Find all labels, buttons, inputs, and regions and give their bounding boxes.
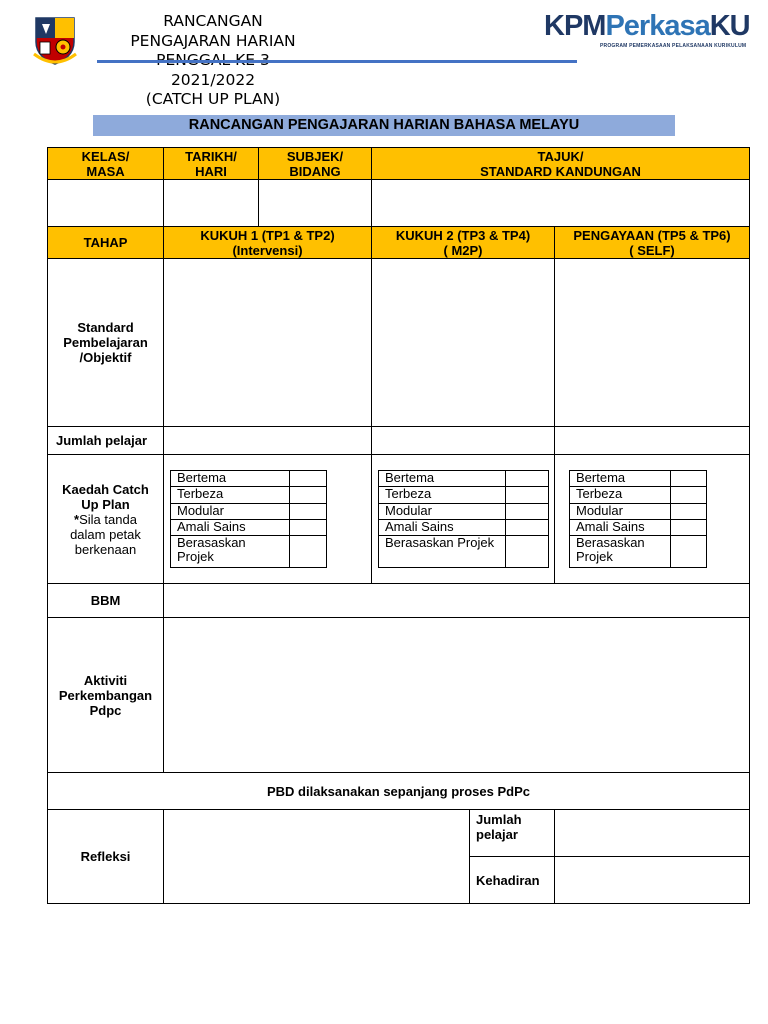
title-line-1: RANCANGAN xyxy=(163,12,263,30)
title-underline xyxy=(97,60,577,63)
kpm-perkasaku-logo: KPMPerkasaKU PROGRAM PEMERKASAAN PELAKSANAAN KURIKULUM xyxy=(544,10,750,49)
kaedah-kukuh2 xyxy=(372,455,555,584)
kelas-masa-field[interactable] xyxy=(48,180,164,227)
lesson-plan-table xyxy=(47,147,750,904)
refleksi-field[interactable] xyxy=(164,810,470,904)
kaedah-pengayaan xyxy=(555,455,750,584)
checkbox-terbeza[interactable] xyxy=(290,487,327,504)
kaedah-checklist-kukuh1: Bertema Terbeza Modular Amali Sains Berasaskan Projek xyxy=(170,470,327,568)
checkbox-amali-sains[interactable] xyxy=(506,520,549,536)
checkbox-modular[interactable] xyxy=(290,504,327,520)
refleksi-jumlah-pelajar-field[interactable] xyxy=(555,810,750,857)
checkbox-bertema[interactable] xyxy=(671,471,707,487)
title-line-2: PENGAJARAN HARIAN xyxy=(130,31,296,50)
checkbox-bertema[interactable] xyxy=(290,471,327,487)
standard-kukuh2-field[interactable] xyxy=(372,259,555,427)
title-line-4: 2021/2022 xyxy=(170,70,256,89)
checkbox-modular[interactable] xyxy=(671,504,707,520)
standard-pengayaan-field[interactable] xyxy=(555,259,750,427)
header-subjek: SUBJEK/ BIDANG xyxy=(259,148,372,180)
tahap-pengayaan: PENGAYAAN (TP5 & TP6) ( SELF) xyxy=(555,227,750,259)
tarikh-hari-field[interactable] xyxy=(164,180,259,227)
checkbox-berasaskan-projek[interactable] xyxy=(671,536,707,568)
jumlah-kukuh2-field[interactable] xyxy=(372,427,555,455)
kaedah-checklist-pengayaan: Bertema Terbeza Modular Amali Sains Berasaskan Projek xyxy=(569,470,707,568)
refleksi-label: Refleksi xyxy=(48,810,164,904)
pbd-note: PBD dilaksanakan sepanjang proses PdPc xyxy=(48,773,750,810)
bbm-label: BBM xyxy=(48,584,164,618)
checkbox-bertema[interactable] xyxy=(506,471,549,487)
jumlah-pengayaan-field[interactable] xyxy=(555,427,750,455)
tahap-kukuh2: KUKUH 2 (TP3 & TP4) ( M2P) xyxy=(372,227,555,259)
subject-banner: RANCANGAN PENGAJARAN HARIAN BAHASA MELAYU xyxy=(93,115,675,136)
checkbox-terbeza[interactable] xyxy=(671,487,707,504)
kaedah-label: Kaedah Catch Up Plan *Sila tanda dalam petak berkenaan xyxy=(48,455,164,584)
aktiviti-field[interactable] xyxy=(164,618,750,773)
bbm-field[interactable] xyxy=(164,584,750,618)
header-kelas: KELAS/ MASA xyxy=(48,148,164,180)
standard-kukuh1-field[interactable] xyxy=(164,259,372,427)
kaedah-checklist-kukuh2: Bertema Terbeza Modular Amali Sains Berasaskan Projek xyxy=(378,470,549,568)
standard-label: Standard Pembelajaran /Objektif xyxy=(48,259,164,427)
kaedah-kukuh1 xyxy=(164,455,372,584)
title-line-5: (CATCH UP PLAN) xyxy=(145,90,281,108)
subjek-bidang-field[interactable] xyxy=(259,180,372,227)
jumlah-kukuh1-field[interactable] xyxy=(164,427,372,455)
checkbox-amali-sains[interactable] xyxy=(671,520,707,536)
checkbox-berasaskan-projek[interactable] xyxy=(506,536,549,568)
aktiviti-label: Aktiviti Perkembangan Pdpc xyxy=(48,618,164,773)
kehadiran-field[interactable] xyxy=(555,857,750,904)
tahap-kukuh1: KUKUH 1 (TP1 & TP2) (Intervensi) xyxy=(164,227,372,259)
school-crest-logo xyxy=(30,14,80,66)
tahap-label: TAHAP xyxy=(48,227,164,259)
jumlah-pelajar-label: Jumlah pelajar xyxy=(48,427,164,455)
tajuk-field[interactable] xyxy=(372,180,750,227)
checkbox-modular[interactable] xyxy=(506,504,549,520)
refleksi-jumlah-pelajar-label: Jumlah pelajar xyxy=(470,810,555,857)
kehadiran-label: Kehadiran xyxy=(470,857,555,904)
header-tajuk: TAJUK/ STANDARD KANDUNGAN xyxy=(372,148,750,180)
checkbox-terbeza[interactable] xyxy=(506,487,549,504)
checkbox-amali-sains[interactable] xyxy=(290,520,327,536)
checkbox-berasaskan-projek[interactable] xyxy=(290,536,327,568)
header-tarikh: TARIKH/ HARI xyxy=(164,148,259,180)
